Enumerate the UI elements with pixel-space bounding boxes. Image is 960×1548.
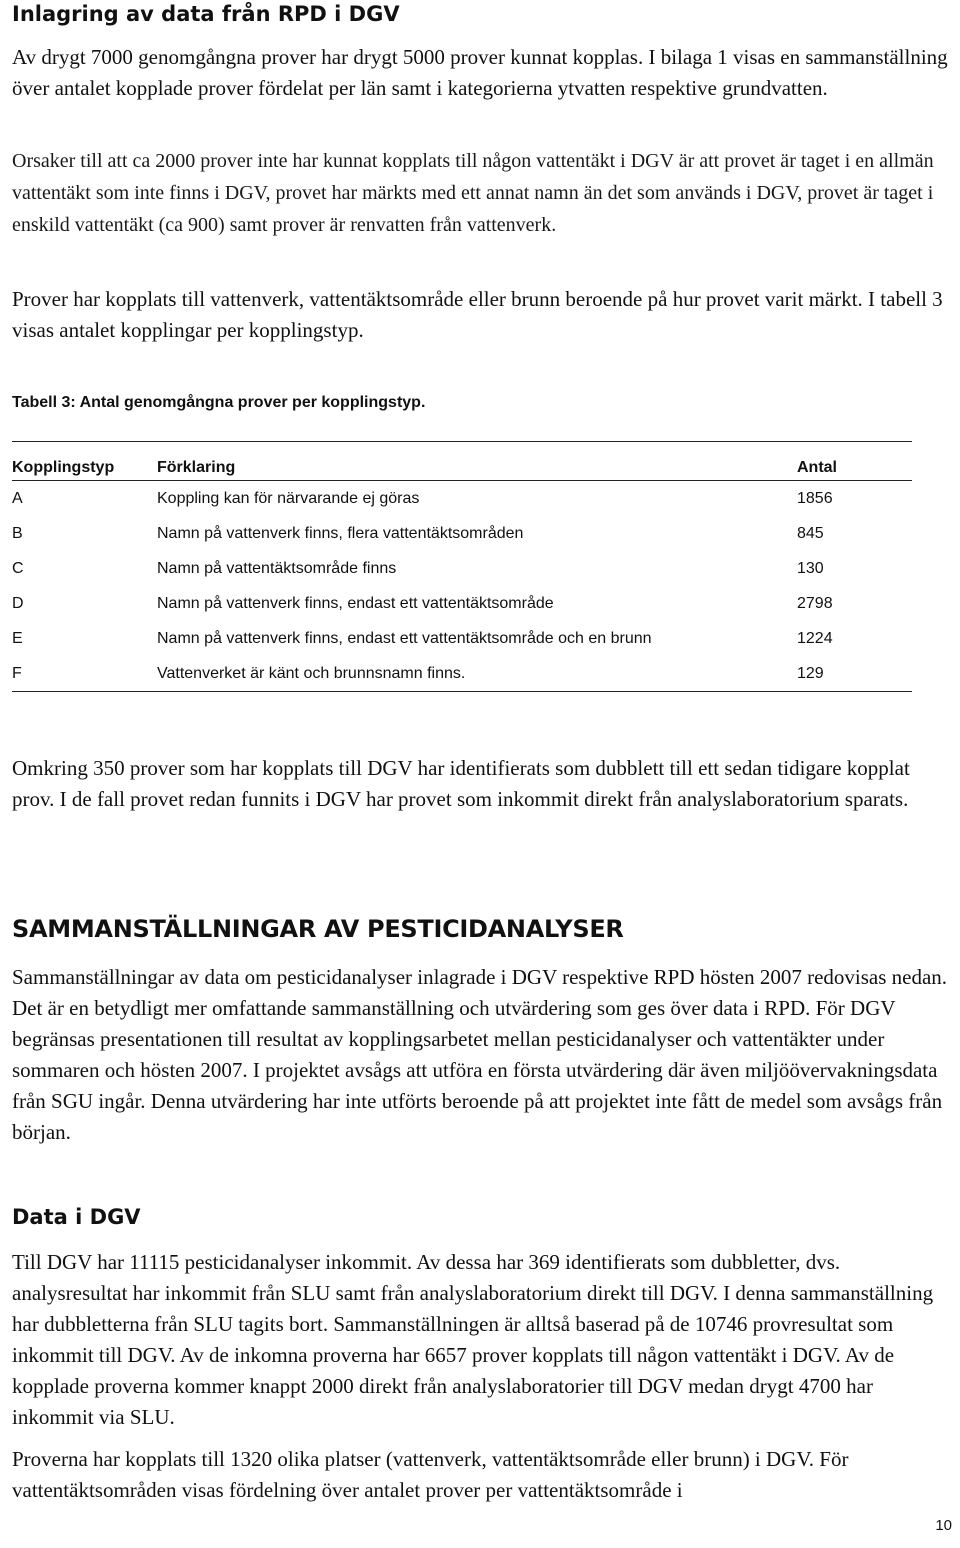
paragraph: Omkring 350 prover som har kopplats till DGV har identifierats som dubblett till ett sedan tidigare kopplat prov. I de fall provet redan funnits i DGV har provet som inkommit direkt från analyslaboratorium sparats. <box>12 756 910 811</box>
table-cell: Namn på vattentäktsområde finns <box>157 559 397 577</box>
subsection-heading: Data i DGV <box>12 1205 141 1229</box>
table-cell: Namn på vattenverk finns, endast ett vattentäktsområde <box>157 594 554 612</box>
table-row <box>12 551 912 586</box>
page-number: 10 <box>935 1517 952 1534</box>
section-heading: Inlagring av data från RPD i DGV <box>12 2 400 26</box>
column-header: Antal <box>797 459 837 476</box>
paragraph: Sammanställningar av data om pesticidanalyser inlagrade i DGV respektive RPD hösten 2007 redovisas nedan. Det är en betydligt mer omfattande sammanställning och utvärdering som ges över data i RPD. För DGV begränsas presentationen till resultat av kopplingsarbetet mellan pesticidanalyser och vattentäkter under sommaren och hösten 2007. I projektet avsågs att utföra en första utvärdering där även miljöövervakningsdata från SGU ingår. Denna utvärdering har inte utförts beroende på att projektet inte fått de medel som avsågs från början. <box>12 965 948 1144</box>
table-cell: E <box>12 629 23 647</box>
table-cell: C <box>12 559 24 577</box>
table-cell: 129 <box>797 664 824 682</box>
table-cell: 1224 <box>797 629 833 647</box>
table-caption: Tabell 3: Antal genomgångna prover per kopplingstyp. <box>12 394 426 411</box>
table-cell: F <box>12 664 22 682</box>
table-cell: 1856 <box>797 489 833 507</box>
paragraph: Av drygt 7000 genomgångna prover har drygt 5000 prover kunnat kopplas. I bilaga 1 visas en sammanställning över antalet kopplade prover fördelat per län samt i kategorierna ytvatten respektive grundvatten. <box>12 45 948 100</box>
table-top-rule <box>12 441 912 442</box>
table-cell: Namn på vattenverk finns, flera vattentäktsområden <box>157 524 524 542</box>
table-cell: Vattenverket är känt och brunnsnamn finns. <box>157 664 466 682</box>
table-cell: A <box>12 489 23 507</box>
table-row <box>12 621 912 656</box>
paragraph: Proverna har kopplats till 1320 olika platser (vattenverk, vattentäktsområde eller brunn) i DGV. För vattentäktsområden visas fördelning över antalet prover per vattentäktsområde i <box>12 1447 849 1502</box>
table-row <box>12 516 912 551</box>
table-cell: Koppling kan för närvarande ej göras <box>157 489 420 507</box>
table-cell: 845 <box>797 524 824 542</box>
table-header-row <box>12 447 912 481</box>
table-cell: Namn på vattenverk finns, endast ett vattentäktsområde och en brunn <box>157 629 652 647</box>
table-cell: D <box>12 594 24 612</box>
column-header: Kopplingstyp <box>12 459 115 476</box>
table-row <box>12 481 912 517</box>
column-header: Förklaring <box>157 459 236 476</box>
section-heading: SAMMANSTÄLLNINGAR AV PESTICIDANALYSER <box>12 915 624 943</box>
table-cell: 2798 <box>797 594 833 612</box>
paragraph: Till DGV har 11115 pesticidanalyser inkommit. Av dessa har 369 identifierats som dubbletter, dvs. analysresultat har inkommit från SLU samt från analyslaboratorium direkt till DGV. I denna sammanställning har dubbletterna från SLU tagits bort. Sammanställningen är alltså baserad på de 10746 provresultat som inkommit till DGV. Av de inkomna proverna har 6657 prover kopplats till någon vattentäkt i DGV. Av de kopplade proverna kommer knappt 2000 direkt från analyslaboratorier till DGV medan drygt 4700 har inkommit via SLU. <box>12 1250 934 1429</box>
table-cell: B <box>12 524 23 542</box>
table-cell: 130 <box>797 559 824 577</box>
table-row <box>12 656 912 692</box>
paragraph: Prover har kopplats till vattenverk, vattentäktsområde eller brunn beroende på hur provet varit märkt. I tabell 3 visas antalet kopplingar per kopplingstyp. <box>12 287 943 342</box>
paragraph: Orsaker till att ca 2000 prover inte har kunnat kopplats till någon vattentäkt i DGV är att provet är taget i en allmän vattentäkt som inte finns i DGV, provet har märkts med ett annat namn än det som används i DGV, provet är taget i enskild vattentäkt (ca 900) samt prover är renvatten från vattenverk. <box>12 150 934 236</box>
data-table <box>12 447 912 692</box>
table-row <box>12 586 912 621</box>
